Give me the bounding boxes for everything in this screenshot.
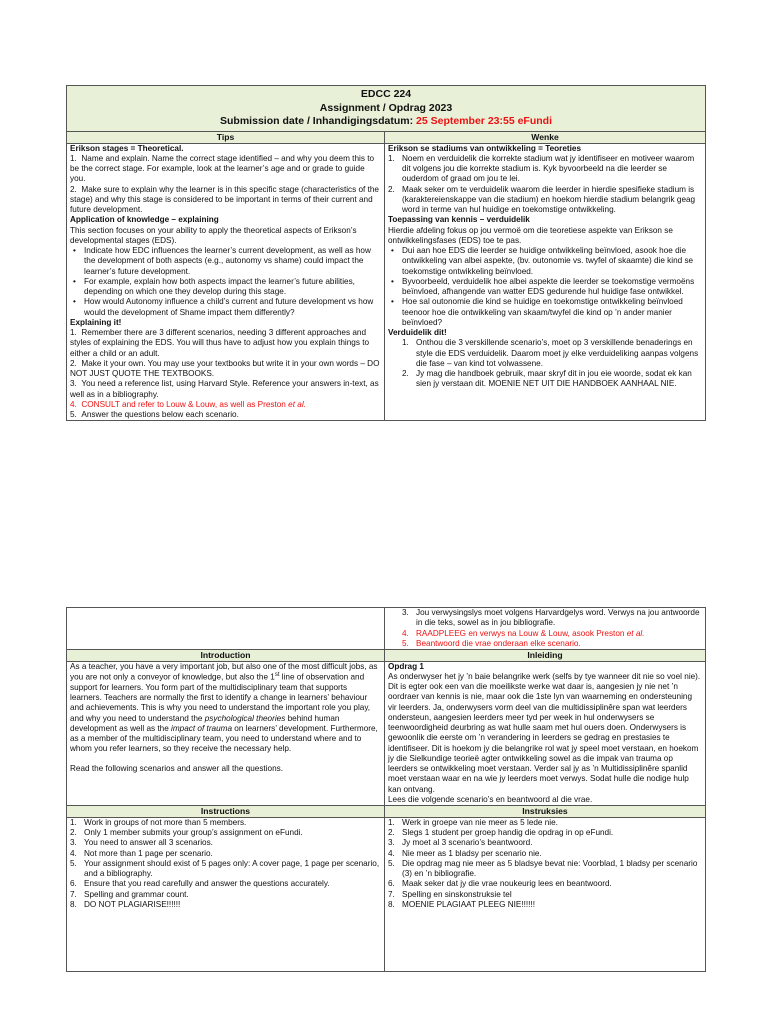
list-item: 2. Jy mag die handboek gebruik, maar skryf dit in jou eie woorde, sodat ek kan sien jy verstaan dit. MOENIE NET UIT DIE HANDBOEK AANHAAL NIE. [402,369,692,389]
list-item: 5. Your assignment should exist of 5 pages only: A cover page, 1 page per scenario, and a bibliography. [70,858,380,879]
wenke-stages-list [388,154,702,216]
introduction-instruction: Read the following scenarios and answer all the questions. [70,763,284,773]
opdrag-title: Opdrag 1 [388,661,424,671]
tips-cell [67,143,385,421]
list-item: • Byvoorbeeld, verduidelik hoe albei aspekte die leerder se toekomstige vermoëns beïnvloed, afhangende van watter EDS gedurende hul huidige fase ontwikkel. [388,277,702,298]
instruksies-list [388,818,702,910]
wenke-application-intro: Hierdie afdeling fokus op jou vermoë om die teoretiese aspekte van Erikson se ontwikkelingsfases (EDS) toe te pas. [388,225,673,245]
list-item: 5. Die opdrag mag nie meer as 5 bladsye bevat nie: Voorblad, 1 bladsy per scenario (3) en ’n bibliografie. [388,858,698,879]
list-item: 7. Spelling and grammar count. [70,889,189,899]
list-item: 3. Jy moet al 3 scenario’s beantwoord. [388,838,533,848]
wenke-etal: et al. [626,628,645,638]
assignment-title: Assignment / Opdrag 2023 [319,101,453,114]
tips-explaining-item: 5. Answer the questions below each scenario. [70,410,239,420]
inleiding-heading: Inleiding [385,650,706,662]
wenke-application-list [388,246,702,328]
tips-application-list [70,246,381,318]
list-item: 6. Ensure that you read carefully and answer the questions accurately. [70,879,330,889]
introduction-cell [67,661,385,806]
instruksies-cell [385,817,706,971]
tips-explaining-title: Explaining it! [70,317,122,327]
list-item: 4. Nie meer as 1 bladsy per scenario nie. [388,848,542,858]
tips-application-intro: This section focuses on your ability to apply the theoretical aspects of Erikson’s developmental stages (EDS). [70,225,357,245]
list-item: 8. DO NOT PLAGIARISE!!!!!! [70,899,181,909]
list-item: 5. Beantwoord die vrae onderaan elke scenario. [402,638,581,648]
list-item: 2. Slegs 1 student per groep handig die opdrag in op eFundi. [388,828,614,838]
introduction-paragraph: As a teacher, you have a very important job, but also one of the most difficult jobs, as you are not only a conveyor of knowledge, but also the 1st line of observation and support for learners. You form part of the multidisciplinary team that supports learners. Teachers are normally the first to identify a change in learners’ behaviour and achievements. This is why you need to understand the important role you play, and why you need to understand the psychological theories behind human development as well as the impact of trauma on learners’ development. Furthermore, as a member of the multidisciplinary team, you need to understand where and to whom you refer learners, so they receive the necessary help. [70,661,378,754]
course-code: EDCC 224 [360,88,412,100]
submission-label: Submission date / Inhandigingsdatum: [220,115,414,128]
list-item: 3. Jou verwysingslys moet volgens Harvardgelys word. Verwys na jou antwoorde in die teks, sowel as in jou bibliografie. [402,608,700,628]
wenke-explaining-list [388,338,702,389]
instructions-list [70,818,381,910]
list-item: 2. Maak seker om te verduidelik waarom die leerder in hierdie spesifieke stadium is (karaktereienskappe van die stadium) en hoekom hierdie stadium belangrik geag word in terme van hul huidige en toekomstige ontwikkeling. [388,184,696,215]
list-item: 8. MOENIE PLAGIAAT PLEEG NIE!!!!!! [388,899,536,909]
wenke-continued-list [388,608,702,649]
wenke-heading: Wenke [385,131,706,143]
assignment-table [66,85,706,421]
list-item: 6. Maak seker dat jy die vrae noukeurig lees en beantwoord. [388,879,612,889]
list-item: 1. Onthou die 3 verskillende scenario’s, moet op 3 verskillende benaderings en style die EDS verduidelik. Daarom moet jy elke verduideliking aanpas volgens die fase – van kind tot volwassene. [402,338,699,368]
tips-continued-cell [67,608,385,650]
instruksies-heading: Instruksies [385,806,706,818]
list-item: • Hoe sal outonomie die kind se huidige en toekomstige ontwikkeling beïnvloed teenoor hoe die ontwikkeling van skaam/twyfel die kind op ’n ander manier beïnvloed? [388,297,702,328]
list-item: • For example, explain how both aspects impact the learner’s future abilities, depending on which one they develop during this stage. [70,277,381,298]
wenke-continued-cell [385,608,706,650]
list-item: 1. Noem en verduidelik die korrekte stadium wat jy identifiseer en motiveer waarom dit volgens jou die korrekte stadium is. Kyk byvoorbeeld na die leerder se ouderdom of graad om jou te lei. [388,153,695,184]
submission-date [70,115,702,129]
wenke-application-title: Toepassing van kennis – verduidelik [388,215,530,225]
list-item: 3. You need to answer all 3 scenarios. [70,838,213,848]
tips-stages-item: 1. Name and explain. Name the correct stage identified – and why you deem this to be the correct stage. For example, look at the learner’s age and or grade to guide you. [70,153,375,184]
list-item: 2. Only 1 member submits your group’s assignment on eFundi. [70,828,303,838]
wenke-cell [385,143,706,421]
list-item: • Indicate how EDC influences the learner’s current development, as well as how the development of both aspects (e.g., autonomy vs shame) could impact the learner’s future development. [70,246,381,277]
continued-table [66,607,706,972]
wenke-stages-title: Erikson se stadiums van ontwikkeling = Teoreties [388,143,582,153]
list-item: • How would Autonomy influence a child’s current and future development vs how would the development of Shame impact them differently? [70,297,381,318]
list-item: 7. Spelling en sinskonstruksie tel [388,889,512,899]
introduction-heading: Introduction [67,650,385,662]
wenke-explaining-title: Verduidelik dit! [388,328,447,338]
tips-consult-text: 4. CONSULT and refer to Louw & Louw, as well as Preston [70,399,286,409]
list-item: 1. Work in groups of not more than 5 members. [70,817,247,827]
tips-explaining-item: 1. Remember there are 3 different scenarios, needing 3 different approaches and styles of explaining the EDS. You will thus have to adjust how you explain things to either a child or an adult. [70,328,370,358]
inleiding-instruction: Lees die volgende scenario’s en beantwoord al die vrae. [388,794,593,804]
instructions-cell [67,817,385,971]
inleiding-paragraph: As onderwyser het jy ’n baie belangrike werk (selfs by tye wanneer dit nie so voel nie). Dit is egter ook een van die moeilikste werke wat daar is, aangesien jy nie net ’n oordraer van kennis is nie, maar ook die 1ste lyn van waarneming en ondersteuning vir leerders. Ja, onderwysers vorm deel van die multidissiplinêre span wat leerders ondersteun, aangesien leerders meer tyd per week in hul onderwysers se teenwoordigheid deurbring as wat hulle saam met hul ouers doen. Onderwysers is gewoonlik die eerste om ’n verandering in leerders se gedrag en prestasies te identifiseer. Dit is hoekom jy die belangrike rol wat jy speel moet verstaan, en hoekom jy die Sielkundige teorieë agter ontwikkeling sowel as die impak van trauma op leerders se ontwikkeling moet verstaan. Verder sal jy as ’n Multidissiplinêre spanlid moet verstaan waar en na wie jy leerders moet verwys. Sodat hulle die nodige hulp kan ontvang. [388,671,701,794]
list-item: 1. Werk in groepe van nie meer as 5 lede nie. [388,817,558,827]
inleiding-cell [385,661,706,806]
tips-stages-item: 2. Make sure to explain why the learner is in this specific stage (characteristics of the stage) and why this stage is considered to be important in terms of their current and future development. [70,184,379,215]
tips-stages-title: Erikson stages = Theoretical. [70,143,184,153]
tips-explaining-item [70,400,381,410]
tips-etal: et al. [288,399,306,409]
instructions-heading: Instructions [67,806,385,818]
tips-explaining-item: 3. You need a reference list, using Harvard Style. Reference your answers in-text, as well as in a bibliography. [70,379,379,399]
list-item: • Dui aan hoe EDS die leerder se huidige ontwikkeling beïnvloed, asook hoe die ontwikkeling van albei aspekte, (bv. outonomie vs. twyfel of skaamte) die kind se toekomstige ontwikkeling beïnvloed. [388,246,702,277]
list-item: 4. Not more than 1 page per scenario. [70,848,213,858]
assignment-header [67,86,706,132]
submission-value: 25 September 23:55 eFundi [416,115,552,128]
tips-explaining-item: 2. Make it your own. You may use your textbooks but write it in your own words – DO NOT JUST QUOTE THE TEXTBOOKS. [70,358,380,379]
list-item: 4. RAADPLEEG en verwys na Louw & Louw, asook Preston et al. [402,628,645,638]
tips-heading: Tips [67,131,385,143]
tips-application-title: Application of knowledge – explaining [70,215,219,225]
